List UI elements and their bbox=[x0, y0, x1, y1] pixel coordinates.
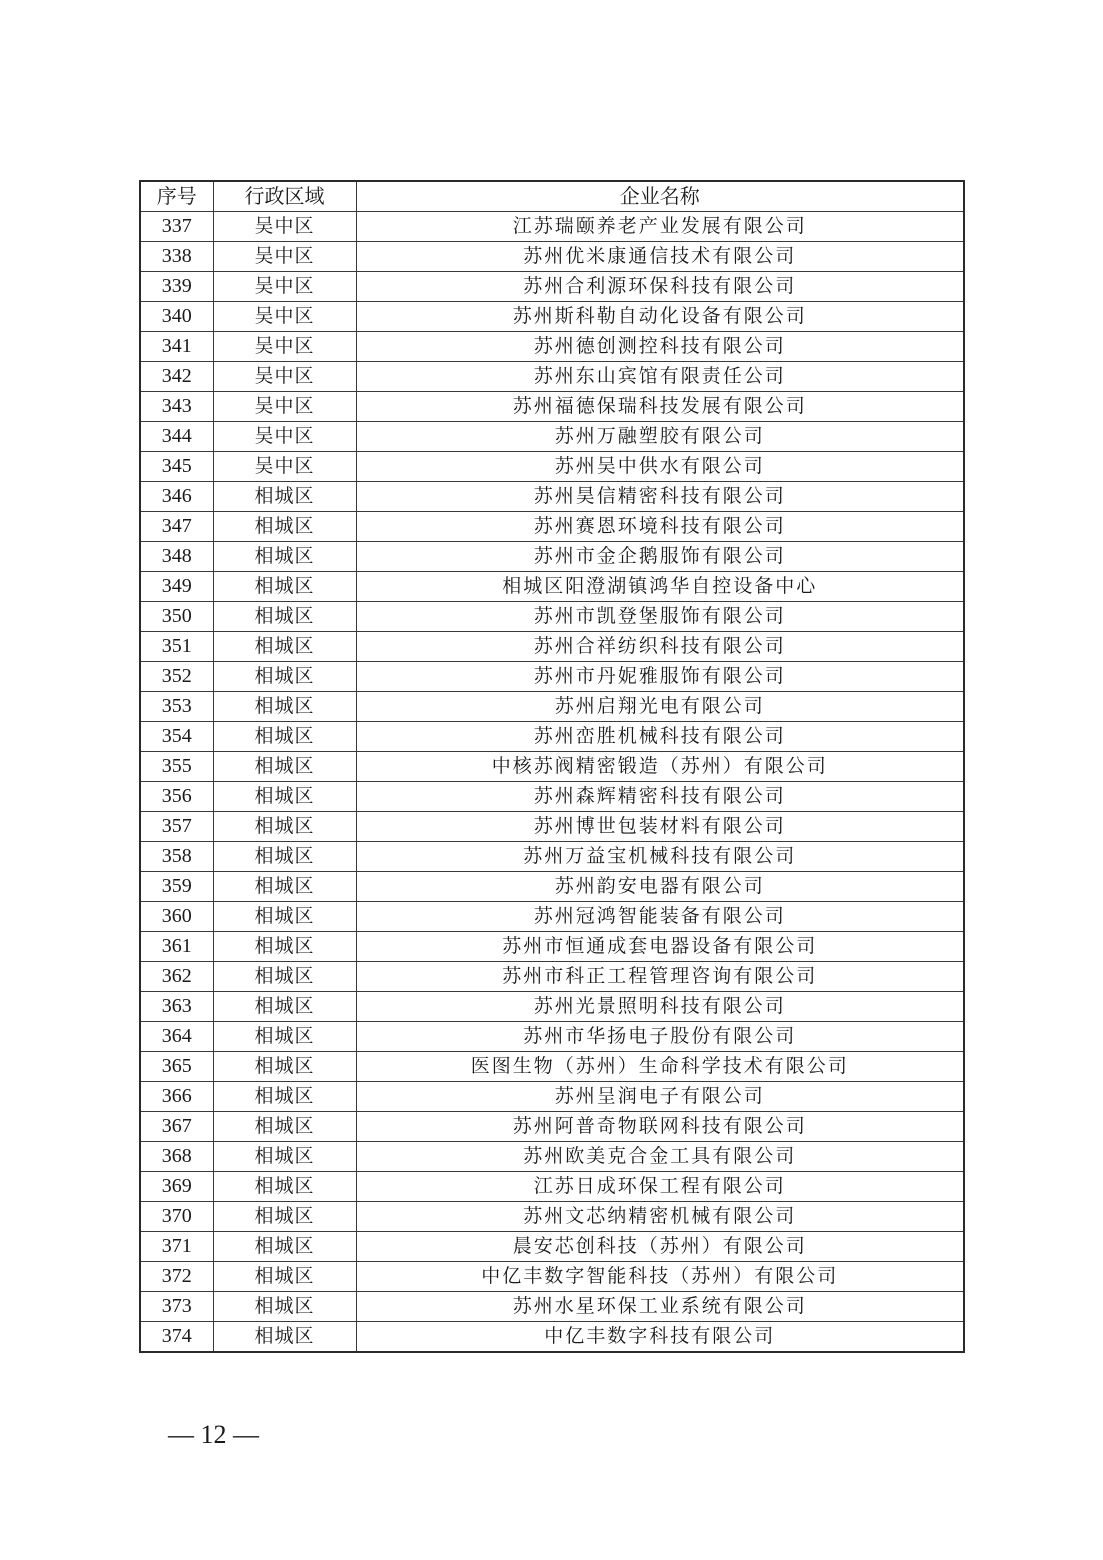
administrative-area-cell: 相城区 bbox=[213, 542, 356, 572]
enterprise-name-cell: 苏州赛恩环境科技有限公司 bbox=[356, 512, 964, 542]
serial-number-cell: 353 bbox=[140, 692, 213, 722]
administrative-area-cell: 相城区 bbox=[213, 1322, 356, 1353]
enterprise-name-cell: 苏州博世包装材料有限公司 bbox=[356, 812, 964, 842]
table-row bbox=[140, 752, 964, 782]
page-number: — 12 — bbox=[168, 1420, 259, 1449]
serial-number-cell: 367 bbox=[140, 1112, 213, 1142]
serial-number-cell: 365 bbox=[140, 1052, 213, 1082]
table-row bbox=[140, 932, 964, 962]
serial-number-cell: 368 bbox=[140, 1142, 213, 1172]
table-row bbox=[140, 1232, 964, 1262]
administrative-area-cell: 相城区 bbox=[213, 782, 356, 812]
table-row bbox=[140, 392, 964, 422]
serial-number-cell: 349 bbox=[140, 572, 213, 602]
administrative-area-cell: 相城区 bbox=[213, 1202, 356, 1232]
administrative-area-cell: 吴中区 bbox=[213, 332, 356, 362]
enterprise-name-cell: 苏州呈润电子有限公司 bbox=[356, 1082, 964, 1112]
administrative-area-cell: 吴中区 bbox=[213, 452, 356, 482]
table-row bbox=[140, 272, 964, 302]
enterprise-name-cell: 苏州市丹妮雅服饰有限公司 bbox=[356, 662, 964, 692]
serial-number-cell: 360 bbox=[140, 902, 213, 932]
administrative-area-cell: 相城区 bbox=[213, 722, 356, 752]
administrative-area-cell: 相城区 bbox=[213, 812, 356, 842]
administrative-area-cell: 相城区 bbox=[213, 872, 356, 902]
enterprise-name-cell: 相城区阳澄湖镇鸿华自控设备中心 bbox=[356, 572, 964, 602]
enterprise-name-cell: 中亿丰数字科技有限公司 bbox=[356, 1322, 964, 1353]
table-row bbox=[140, 542, 964, 572]
serial-number-cell: 348 bbox=[140, 542, 213, 572]
serial-number-cell: 358 bbox=[140, 842, 213, 872]
administrative-area-cell: 相城区 bbox=[213, 1292, 356, 1322]
table-row bbox=[140, 812, 964, 842]
enterprise-list-table bbox=[139, 180, 965, 1353]
administrative-area-cell: 相城区 bbox=[213, 1262, 356, 1292]
enterprise-name-cell: 苏州市凯登堡服饰有限公司 bbox=[356, 602, 964, 632]
enterprise-name-cell: 苏州吴中供水有限公司 bbox=[356, 452, 964, 482]
serial-number-cell: 371 bbox=[140, 1232, 213, 1262]
table-row bbox=[140, 572, 964, 602]
table-row bbox=[140, 212, 964, 242]
administrative-area-cell: 相城区 bbox=[213, 962, 356, 992]
serial-number-cell: 340 bbox=[140, 302, 213, 332]
enterprise-name-cell: 医图生物（苏州）生命科学技术有限公司 bbox=[356, 1052, 964, 1082]
table-row bbox=[140, 1082, 964, 1112]
administrative-area-cell: 吴中区 bbox=[213, 212, 356, 242]
serial-number-cell: 337 bbox=[140, 212, 213, 242]
serial-number-cell: 352 bbox=[140, 662, 213, 692]
administrative-area-cell: 相城区 bbox=[213, 632, 356, 662]
table-row bbox=[140, 902, 964, 932]
table-row bbox=[140, 1322, 964, 1353]
enterprise-name-cell: 江苏瑞颐养老产业发展有限公司 bbox=[356, 212, 964, 242]
administrative-area-cell: 相城区 bbox=[213, 1232, 356, 1262]
serial-number-cell: 362 bbox=[140, 962, 213, 992]
administrative-area-cell: 吴中区 bbox=[213, 422, 356, 452]
table-row bbox=[140, 422, 964, 452]
serial-number-cell: 357 bbox=[140, 812, 213, 842]
enterprise-name-cell: 苏州韵安电器有限公司 bbox=[356, 872, 964, 902]
enterprise-name-cell: 苏州市金企鹅服饰有限公司 bbox=[356, 542, 964, 572]
table-row bbox=[140, 1052, 964, 1082]
enterprise-name-cell: 苏州欧美克合金工具有限公司 bbox=[356, 1142, 964, 1172]
serial-number-cell: 350 bbox=[140, 602, 213, 632]
enterprise-name-cell: 苏州合祥纺织科技有限公司 bbox=[356, 632, 964, 662]
serial-number-cell: 339 bbox=[140, 272, 213, 302]
enterprise-name-cell: 苏州水星环保工业系统有限公司 bbox=[356, 1292, 964, 1322]
administrative-area-cell: 吴中区 bbox=[213, 362, 356, 392]
serial-number-cell: 351 bbox=[140, 632, 213, 662]
table-row bbox=[140, 722, 964, 752]
enterprise-name-cell: 江苏日成环保工程有限公司 bbox=[356, 1172, 964, 1202]
administrative-area-cell: 相城区 bbox=[213, 1142, 356, 1172]
administrative-area-cell: 相城区 bbox=[213, 932, 356, 962]
table-row bbox=[140, 482, 964, 512]
enterprise-name-cell: 苏州昊信精密科技有限公司 bbox=[356, 482, 964, 512]
serial-number-cell: 345 bbox=[140, 452, 213, 482]
administrative-area-cell: 相城区 bbox=[213, 752, 356, 782]
administrative-area-cell: 吴中区 bbox=[213, 242, 356, 272]
table-row bbox=[140, 992, 964, 1022]
administrative-area-cell: 相城区 bbox=[213, 1172, 356, 1202]
header-administrative-area: 行政区域 bbox=[213, 181, 356, 212]
table-row bbox=[140, 632, 964, 662]
table-header bbox=[140, 181, 964, 212]
table-row bbox=[140, 242, 964, 272]
administrative-area-cell: 吴中区 bbox=[213, 302, 356, 332]
administrative-area-cell: 相城区 bbox=[213, 662, 356, 692]
administrative-area-cell: 相城区 bbox=[213, 572, 356, 602]
enterprise-name-cell: 中亿丰数字智能科技（苏州）有限公司 bbox=[356, 1262, 964, 1292]
serial-number-cell: 356 bbox=[140, 782, 213, 812]
table-row bbox=[140, 692, 964, 722]
serial-number-cell: 338 bbox=[140, 242, 213, 272]
enterprise-name-cell: 苏州斯科勒自动化设备有限公司 bbox=[356, 302, 964, 332]
enterprise-name-cell: 苏州启翔光电有限公司 bbox=[356, 692, 964, 722]
table-row bbox=[140, 452, 964, 482]
table-row bbox=[140, 782, 964, 812]
enterprise-name-cell: 苏州市华扬电子股份有限公司 bbox=[356, 1022, 964, 1052]
enterprise-name-cell: 晨安芯创科技（苏州）有限公司 bbox=[356, 1232, 964, 1262]
serial-number-cell: 366 bbox=[140, 1082, 213, 1112]
table-row bbox=[140, 1262, 964, 1292]
table-row bbox=[140, 1202, 964, 1232]
serial-number-cell: 347 bbox=[140, 512, 213, 542]
administrative-area-cell: 相城区 bbox=[213, 602, 356, 632]
enterprise-name-cell: 苏州德创测控科技有限公司 bbox=[356, 332, 964, 362]
header-serial-number: 序号 bbox=[140, 181, 213, 212]
table-row bbox=[140, 512, 964, 542]
table-row bbox=[140, 332, 964, 362]
enterprise-name-cell: 苏州市恒通成套电器设备有限公司 bbox=[356, 932, 964, 962]
enterprise-name-cell: 苏州东山宾馆有限责任公司 bbox=[356, 362, 964, 392]
administrative-area-cell: 相城区 bbox=[213, 902, 356, 932]
serial-number-cell: 361 bbox=[140, 932, 213, 962]
administrative-area-cell: 相城区 bbox=[213, 1112, 356, 1142]
table-row bbox=[140, 1172, 964, 1202]
table-body bbox=[140, 212, 964, 1353]
table-row bbox=[140, 1112, 964, 1142]
table-row bbox=[140, 662, 964, 692]
administrative-area-cell: 相城区 bbox=[213, 482, 356, 512]
enterprise-name-cell: 苏州阿普奇物联网科技有限公司 bbox=[356, 1112, 964, 1142]
table-row bbox=[140, 872, 964, 902]
administrative-area-cell: 吴中区 bbox=[213, 272, 356, 302]
administrative-area-cell: 相城区 bbox=[213, 842, 356, 872]
enterprise-name-cell: 苏州福德保瑞科技发展有限公司 bbox=[356, 392, 964, 422]
administrative-area-cell: 相城区 bbox=[213, 512, 356, 542]
serial-number-cell: 344 bbox=[140, 422, 213, 452]
serial-number-cell: 363 bbox=[140, 992, 213, 1022]
serial-number-cell: 343 bbox=[140, 392, 213, 422]
serial-number-cell: 359 bbox=[140, 872, 213, 902]
enterprise-name-cell: 苏州光景照明科技有限公司 bbox=[356, 992, 964, 1022]
table-row bbox=[140, 602, 964, 632]
serial-number-cell: 346 bbox=[140, 482, 213, 512]
table-row bbox=[140, 1022, 964, 1052]
header-row bbox=[140, 181, 964, 212]
serial-number-cell: 342 bbox=[140, 362, 213, 392]
table-row bbox=[140, 302, 964, 332]
administrative-area-cell: 相城区 bbox=[213, 692, 356, 722]
enterprise-name-cell: 苏州峦胜机械科技有限公司 bbox=[356, 722, 964, 752]
administrative-area-cell: 相城区 bbox=[213, 992, 356, 1022]
serial-number-cell: 374 bbox=[140, 1322, 213, 1353]
serial-number-cell: 370 bbox=[140, 1202, 213, 1232]
table-row bbox=[140, 1142, 964, 1172]
serial-number-cell: 369 bbox=[140, 1172, 213, 1202]
table-row bbox=[140, 362, 964, 392]
serial-number-cell: 364 bbox=[140, 1022, 213, 1052]
serial-number-cell: 373 bbox=[140, 1292, 213, 1322]
administrative-area-cell: 相城区 bbox=[213, 1022, 356, 1052]
enterprise-name-cell: 苏州合利源环保科技有限公司 bbox=[356, 272, 964, 302]
enterprise-name-cell: 苏州市科正工程管理咨询有限公司 bbox=[356, 962, 964, 992]
enterprise-name-cell: 苏州文芯纳精密机械有限公司 bbox=[356, 1202, 964, 1232]
enterprise-name-cell: 苏州万融塑胶有限公司 bbox=[356, 422, 964, 452]
table-row bbox=[140, 962, 964, 992]
table-row bbox=[140, 842, 964, 872]
serial-number-cell: 354 bbox=[140, 722, 213, 752]
enterprise-name-cell: 苏州优米康通信技术有限公司 bbox=[356, 242, 964, 272]
enterprise-name-cell: 苏州森辉精密科技有限公司 bbox=[356, 782, 964, 812]
administrative-area-cell: 相城区 bbox=[213, 1082, 356, 1112]
enterprise-name-cell: 中核苏阀精密锻造（苏州）有限公司 bbox=[356, 752, 964, 782]
serial-number-cell: 341 bbox=[140, 332, 213, 362]
table-row bbox=[140, 1292, 964, 1322]
serial-number-cell: 372 bbox=[140, 1262, 213, 1292]
enterprise-name-cell: 苏州冠鸿智能装备有限公司 bbox=[356, 902, 964, 932]
administrative-area-cell: 相城区 bbox=[213, 1052, 356, 1082]
header-enterprise-name: 企业名称 bbox=[356, 181, 964, 212]
serial-number-cell: 355 bbox=[140, 752, 213, 782]
administrative-area-cell: 吴中区 bbox=[213, 392, 356, 422]
enterprise-name-cell: 苏州万益宝机械科技有限公司 bbox=[356, 842, 964, 872]
